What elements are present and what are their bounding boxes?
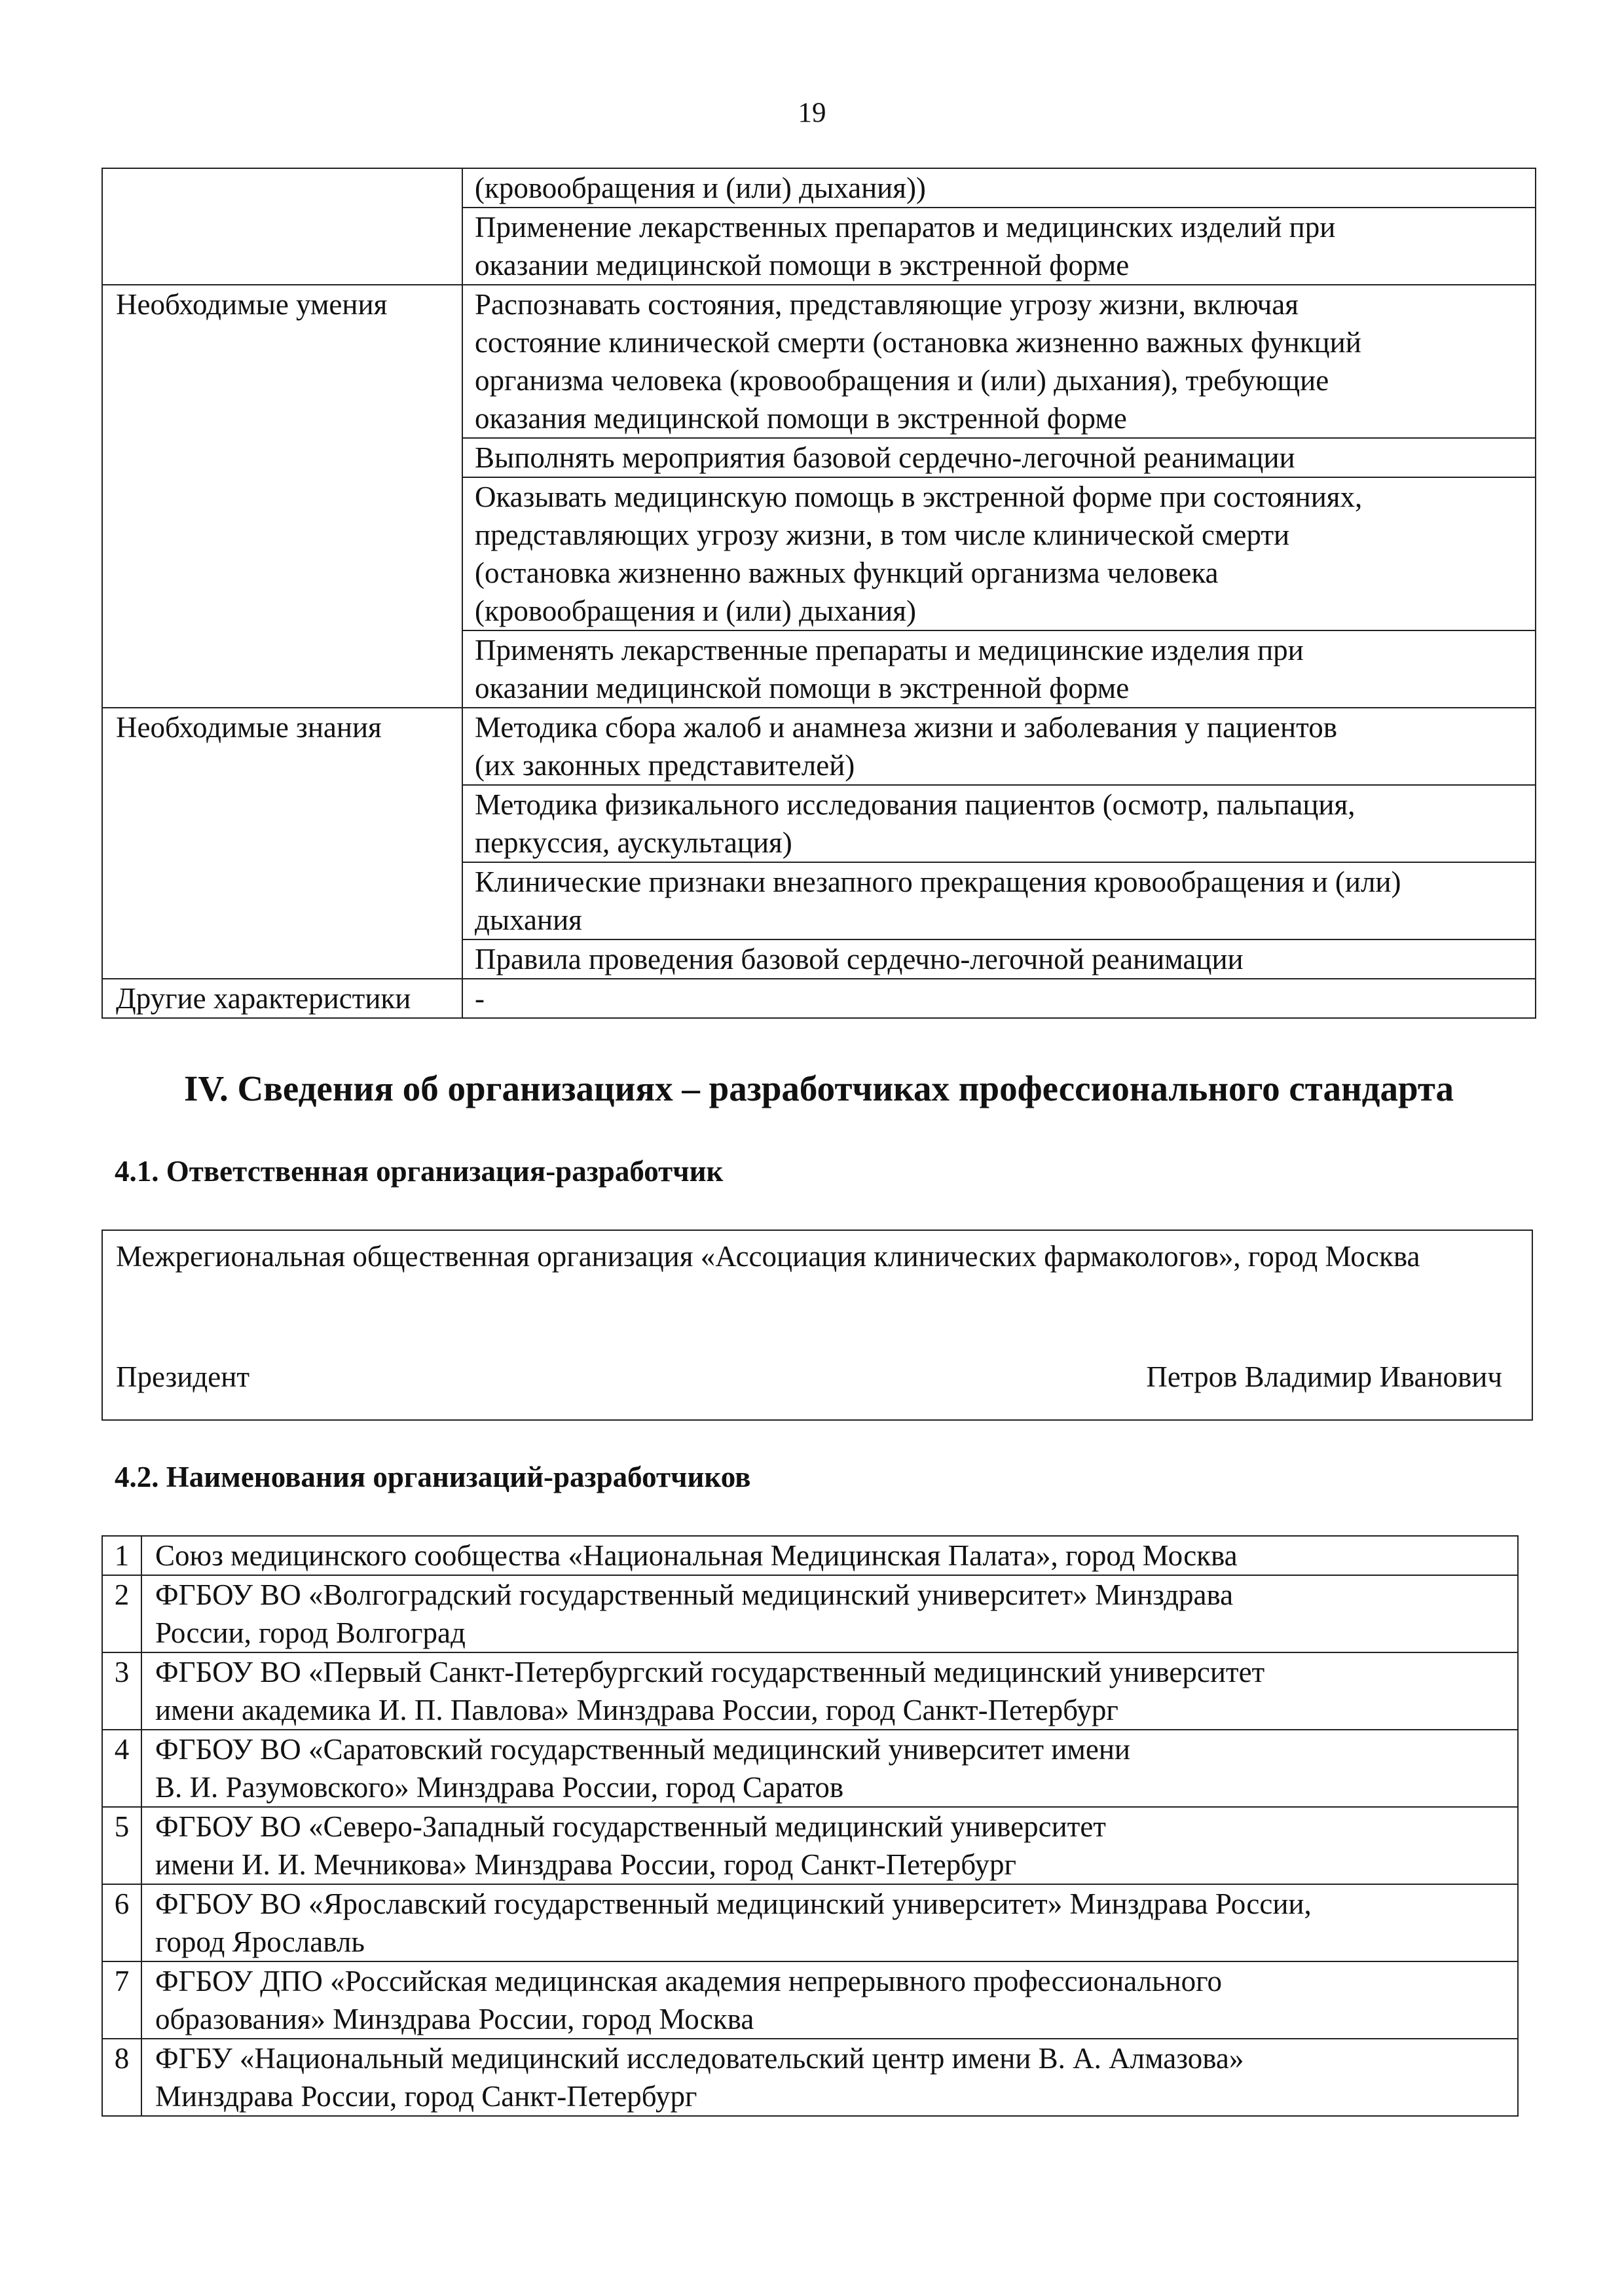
skills-item-line: Распознавать состояния, представляющие угрозу жизни, включая [475,288,1299,321]
skills-row-label [102,168,462,285]
skills-row-item [462,630,1536,708]
developer-number: 5 [102,1807,141,1884]
developer-org [141,1961,1518,2039]
developer-org [141,1575,1518,1652]
skills-row-item [462,708,1536,785]
page-number: 19 [798,98,826,128]
developer-number: 4 [102,1730,141,1807]
skills-item-line: (их законных представителей) [475,749,855,782]
developer-row [102,1536,1518,1575]
developer-org [141,1652,1518,1730]
developer-number: 2 [102,1575,141,1652]
developer-org-line: имени академика И. П. Павлова» Минздрава России, город Санкт-Петербург [155,1694,1118,1726]
developers-heading: 4.2. Наименования организаций-разработчиков [115,1461,751,1493]
skills-row-item [462,939,1536,979]
developer-org-line: город Ярославль [155,1925,365,1958]
skills-item-line: Правила проведения базовой сердечно-легочной реанимации [475,943,1244,975]
responsible-org-name: Межрегиональная общественная организация «Ассоциация клинических фармакологов», город Москва [116,1240,1420,1273]
developer-row [102,1730,1518,1807]
developer-row [102,2039,1518,2116]
developer-number: 3 [102,1652,141,1730]
developer-org-line: России, город Волгоград [155,1616,466,1649]
skills-table [101,168,1536,1019]
skills-item-line: представляющих угрозу жизни, в том числе клинической смерти [475,519,1290,551]
skills-row-item [462,477,1536,630]
skills-item-line: (кровообращения и (или) дыхания) [475,594,916,627]
skills-row-item [462,438,1536,477]
developer-org [141,1730,1518,1807]
skills-table-row [102,168,1536,208]
skills-table-row [102,708,1536,785]
developer-org-line: ФГБУ «Национальный медицинский исследовательский центр имени В. А. Алмазова» [155,2042,1244,2075]
skills-row-item [462,168,1536,208]
skills-row-label: Другие характеристики [102,979,462,1018]
developer-row [102,1575,1518,1652]
developer-org-line: ФГБОУ ВО «Северо-Западный государственный медицинский университет [155,1810,1106,1843]
skills-item-line: Оказывать медицинскую помощь в экстренной форме при состояниях, [475,481,1363,513]
developer-number: 8 [102,2039,141,2116]
skills-row-label: Необходимые знания [102,708,462,979]
developer-number: 1 [102,1536,141,1575]
skills-item-line: Применение лекарственных препаратов и медицинских изделий при [475,211,1336,244]
skills-item-line: оказании медицинской помощи в экстренной форме [475,249,1130,282]
responsible-org-heading: 4.1. Ответственная организация-разработчик [115,1155,724,1188]
skills-item-line: перкуссия, аускультация) [475,826,792,859]
responsible-org-box [101,1230,1533,1421]
skills-row-item [462,862,1536,939]
skills-item-line: - [475,982,485,1015]
skills-row-item [462,208,1536,285]
skills-table-row [102,285,1536,438]
developer-org-line: В. И. Разумовского» Минздрава России, город Саратов [155,1771,844,1804]
developer-org-line: ФГБОУ ВО «Ярославский государственный медицинский университет» Минздрава России, [155,1887,1312,1920]
developer-number: 6 [102,1884,141,1961]
skills-row-label: Необходимые умения [102,285,462,708]
skills-row-item [462,979,1536,1018]
skills-item-line: Методика физикального исследования пациентов (осмотр, пальпация, [475,788,1356,821]
skills-item-line: Клинические признаки внезапного прекращения кровообращения и (или) [475,866,1401,898]
skills-table-row [102,979,1536,1018]
skills-row-item [462,785,1536,862]
skills-item-line: (остановка жизненно важных функций организма человека [475,556,1219,589]
developer-row [102,1652,1518,1730]
developer-org-line: образования» Минздрава России, город Москва [155,2003,754,2035]
developers-table [101,1535,1519,2117]
developer-org [141,1807,1518,1884]
skills-item-line: дыхания [475,903,582,936]
developer-row [102,1961,1518,2039]
developer-row [102,1884,1518,1961]
responsible-org-role: Президент [116,1360,249,1393]
developer-org-line: имени И. И. Мечникова» Минздрава России, город Санкт-Петербург [155,1848,1016,1881]
developer-org-line: ФГБОУ ВО «Первый Санкт-Петербургский государственный медицинский университет [155,1656,1265,1688]
skills-item-line: оказании медицинской помощи в экстренной форме [475,672,1130,704]
responsible-org-person: Петров Владимир Иванович [1146,1360,1502,1393]
skills-item-line: Применять лекарственные препараты и медицинские изделия при [475,634,1304,666]
developer-org-line: ФГБОУ ВО «Саратовский государственный медицинский университет имени [155,1733,1130,1766]
section-title: IV. Сведения об организациях – разработчиках профессионального стандарта [183,1068,1454,1108]
developer-org-line: Союз медицинского сообщества «Национальная Медицинская Палата», город Москва [155,1539,1238,1572]
developer-number: 7 [102,1961,141,2039]
developer-org-line: ФГБОУ ВО «Волгоградский государственный медицинский университет» Минздрава [155,1578,1234,1611]
developer-org [141,1884,1518,1961]
developer-org [141,2039,1518,2116]
developer-org-line: Минздрава России, город Санкт-Петербург [155,2080,697,2113]
skills-item-line: Методика сбора жалоб и анамнеза жизни и заболевания у пациентов [475,711,1337,744]
developer-org-line: ФГБОУ ДПО «Российская медицинская академия непрерывного профессионального [155,1965,1222,1997]
developer-row [102,1807,1518,1884]
skills-row-item [462,285,1536,438]
skills-item-line: оказания медицинской помощи в экстренной форме [475,402,1127,435]
skills-item-line: организма человека (кровообращения и (или) дыхания), требующие [475,364,1329,397]
skills-item-line: (кровообращения и (или) дыхания)) [475,172,926,204]
skills-item-line: состояние клинической смерти (остановка жизненно важных функций [475,326,1361,359]
developer-org [141,1536,1518,1575]
skills-item-line: Выполнять мероприятия базовой сердечно-легочной реанимации [475,441,1295,474]
